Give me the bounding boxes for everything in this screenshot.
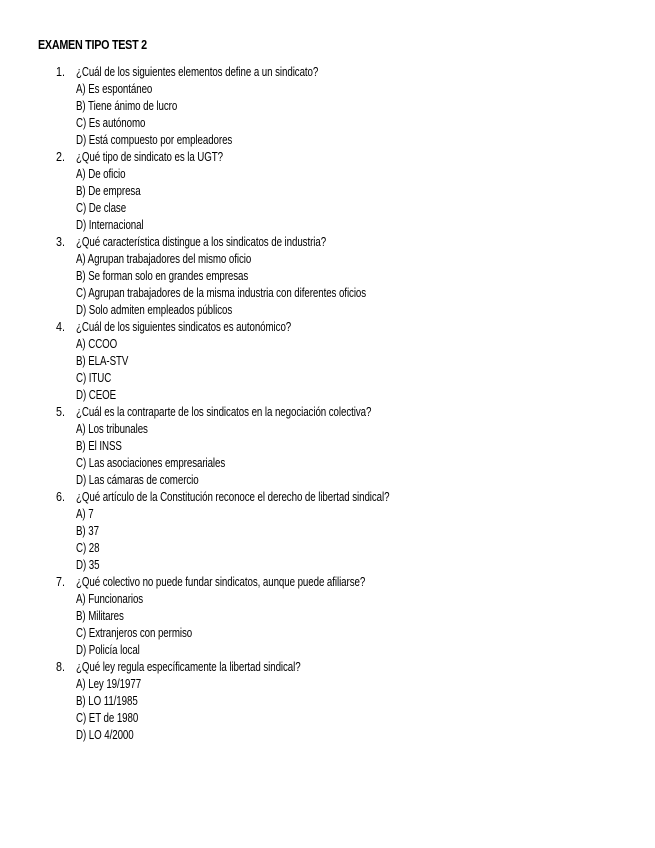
- question-line: [0, 659, 655, 676]
- question-3: [0, 234, 655, 319]
- option-c: C) ET de 1980: [76, 711, 139, 725]
- question-4: [0, 319, 655, 404]
- question-number: 6.: [56, 490, 65, 504]
- option-a: A) CCOO: [76, 337, 118, 351]
- question-text: ¿Qué artículo de la Constitución reconoce el derecho de libertad sindical?: [76, 490, 390, 504]
- option-b: B) El INSS: [76, 439, 122, 453]
- option-d: D) Internacional: [76, 218, 144, 232]
- option-a: A) 7: [76, 507, 94, 521]
- question-8: [0, 659, 655, 744]
- option-d: D) Las cámaras de comercio: [76, 473, 199, 487]
- option-b: B) Tiene ánimo de lucro: [76, 99, 178, 113]
- option-c: C) 28: [76, 541, 100, 555]
- option-d: D) CEOE: [76, 388, 117, 402]
- question-line: [0, 64, 655, 81]
- option-c: C) Las asociaciones empresariales: [76, 456, 226, 470]
- question-number: 1.: [56, 65, 65, 79]
- option-d: D) Está compuesto por empleadores: [76, 133, 233, 147]
- question-list: [0, 64, 655, 744]
- option-c: C) ITUC: [76, 371, 112, 385]
- question-line: [0, 319, 655, 336]
- question-text: ¿Qué tipo de sindicato es la UGT?: [76, 150, 224, 164]
- question-line: [0, 149, 655, 166]
- option-d: D) Solo admiten empleados públicos: [76, 303, 233, 317]
- option-b: B) LO 11/1985: [76, 694, 138, 708]
- question-line: [0, 574, 655, 591]
- question-7: [0, 574, 655, 659]
- option-b: B) 37: [76, 524, 99, 538]
- option-b: B) Se forman solo en grandes empresas: [76, 269, 249, 283]
- question-text: ¿Qué ley regula específicamente la libertad sindical?: [76, 660, 301, 674]
- question-text: ¿Cuál de los siguientes sindicatos es autonómico?: [76, 320, 292, 334]
- question-line: [0, 404, 655, 421]
- option-c: C) Es autónomo: [76, 116, 146, 130]
- question-number: 3.: [56, 235, 65, 249]
- question-number: 8.: [56, 660, 65, 674]
- option-a: A) Es espontáneo: [76, 82, 153, 96]
- option-a: A) Ley 19/1977: [76, 677, 142, 691]
- question-number: 7.: [56, 575, 65, 589]
- option-b: B) Militares: [76, 609, 124, 623]
- question-text: ¿Cuál de los siguientes elementos define a un sindicato?: [76, 65, 319, 79]
- question-2: [0, 149, 655, 234]
- question-text: ¿Qué característica distingue a los sindicatos de industria?: [76, 235, 327, 249]
- question-number: 5.: [56, 405, 65, 419]
- question-line: [0, 234, 655, 251]
- option-c: C) Extranjeros con permiso: [76, 626, 193, 640]
- question-text: ¿Qué colectivo no puede fundar sindicatos, aunque puede afiliarse?: [76, 575, 366, 589]
- option-d: D) LO 4/2000: [76, 728, 134, 742]
- option-b: B) ELA-STV: [76, 354, 129, 368]
- question-number: 2.: [56, 150, 65, 164]
- option-b: B) De empresa: [76, 184, 141, 198]
- option-a: A) Agrupan trabajadores del mismo oficio: [76, 252, 252, 266]
- question-number: 4.: [56, 320, 65, 334]
- exam-title: EXAMEN TIPO TEST 2: [38, 38, 147, 52]
- question-line: [0, 489, 655, 506]
- question-5: [0, 404, 655, 489]
- question-1: [0, 64, 655, 149]
- question-text: ¿Cuál es la contraparte de los sindicatos en la negociación colectiva?: [76, 405, 372, 419]
- option-c: C) Agrupan trabajadores de la misma industria con diferentes oficios: [76, 286, 367, 300]
- question-6: [0, 489, 655, 574]
- option-a: A) De oficio: [76, 167, 126, 181]
- option-d: D) 35: [76, 558, 100, 572]
- option-a: A) Los tribunales: [76, 422, 148, 436]
- option-d: D) Policía local: [76, 643, 140, 657]
- option-c: C) De clase: [76, 201, 127, 215]
- option-a: A) Funcionarios: [76, 592, 144, 606]
